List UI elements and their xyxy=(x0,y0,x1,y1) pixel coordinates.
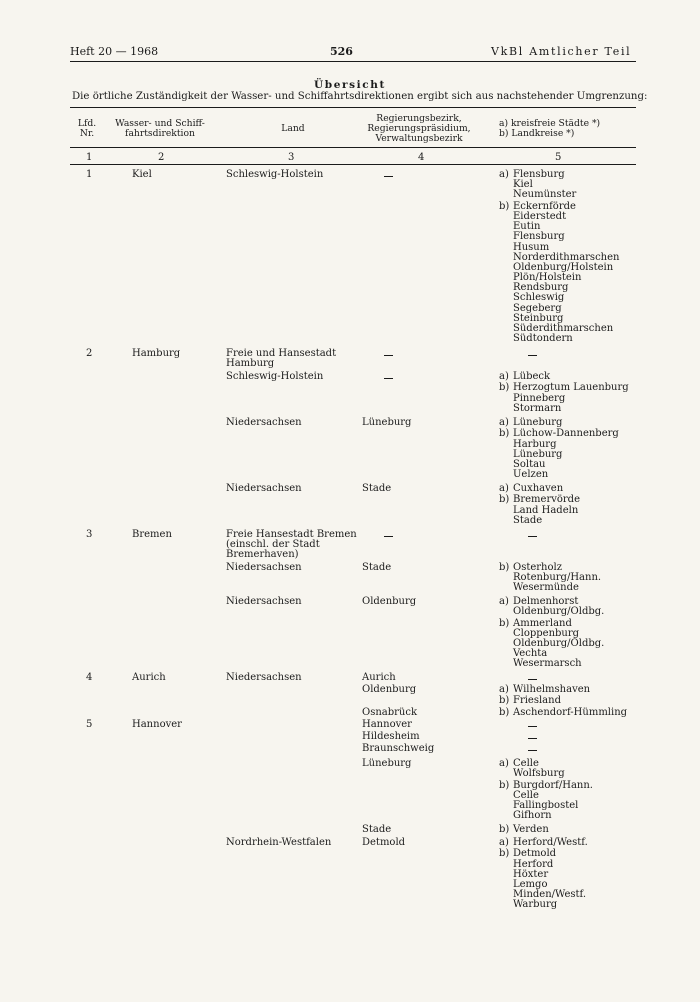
county-entry: Oldenburg/Oldbg. xyxy=(513,637,605,649)
counties-marker: b) xyxy=(499,779,510,791)
district-name: Aurich xyxy=(362,672,396,683)
county-entry: Lüchow-Dannenberg xyxy=(513,428,619,440)
county-entry: Oldenburg/Holstein xyxy=(513,261,614,273)
county-entry: Verden xyxy=(513,824,549,835)
cities-marker: a) xyxy=(499,417,509,428)
directorate-name: Hamburg xyxy=(132,348,181,359)
column-header-cities: a) kreisfreie Städte *) xyxy=(499,118,601,129)
county-entry: Segeberg xyxy=(513,302,562,314)
district-name: Stade xyxy=(362,483,392,494)
column-header-directorate: Wasser- und Schiff- fahrtsdirektion xyxy=(115,118,205,139)
city-entry: Delmenhorst xyxy=(513,596,579,607)
district-name: Braunschweig xyxy=(362,743,435,754)
county-entry: Celle xyxy=(513,789,539,801)
district-none-dash xyxy=(384,355,393,356)
cities-marker: a) xyxy=(499,684,509,695)
county-entry: Cloppenburg xyxy=(513,627,580,639)
counties-marker: b) xyxy=(499,848,510,860)
entry-lines xyxy=(513,170,576,201)
district-none-dash xyxy=(384,176,393,177)
county-entry: Burgdorf/Hann. xyxy=(513,779,593,791)
column-number-5: 5 xyxy=(555,152,562,163)
land-name: Nordrhein-Westfalen xyxy=(226,837,332,848)
county-entry: Eutin xyxy=(513,221,541,233)
county-entry: Rotenburg/Hann. xyxy=(513,572,602,584)
counties-marker: b) xyxy=(499,707,510,718)
entry-lines xyxy=(513,202,619,345)
entries-none-dash xyxy=(528,355,537,356)
cities-marker: a) xyxy=(499,483,509,494)
county-entry: Wesermarsch xyxy=(513,658,582,670)
county-entry: Fallingbostel xyxy=(513,799,579,811)
county-entry: Süderdithmarschen xyxy=(513,323,614,335)
county-entry: Stormarn xyxy=(513,402,562,414)
land-name: Niedersachsen xyxy=(226,672,302,683)
entry-lines xyxy=(513,849,586,910)
counties-marker: b) xyxy=(499,382,510,394)
county-entry: Schleswig xyxy=(513,292,565,304)
city-entry: Wilhelmshaven xyxy=(513,684,591,695)
entry-lines xyxy=(513,759,565,779)
land-name: Freie und Hansestadt Hamburg xyxy=(226,348,337,370)
cities-marker: a) xyxy=(499,371,509,382)
entry-lines xyxy=(513,781,593,822)
county-entry: Wesermünde xyxy=(513,582,579,594)
row-number: 4 xyxy=(86,672,93,683)
county-entry: Friesland xyxy=(513,695,561,707)
row-number: 5 xyxy=(86,719,93,730)
directorate-name: Aurich xyxy=(132,672,166,683)
entry-lines xyxy=(513,619,604,670)
district-name: Stade xyxy=(362,824,392,835)
land-name: Niedersachsen xyxy=(226,417,302,428)
entry-lines xyxy=(513,696,561,706)
cities-marker: a) xyxy=(499,758,509,769)
entry-lines xyxy=(513,372,550,382)
document-title: Übersicht xyxy=(314,79,386,91)
cities-marker: a) xyxy=(499,596,509,607)
column-header-number: Lfd. Nr. xyxy=(77,118,97,139)
city-entry: Flensburg xyxy=(513,169,565,180)
city-entry: Kiel xyxy=(513,179,533,191)
land-name: Schleswig-Holstein xyxy=(226,371,324,382)
entry-lines xyxy=(513,685,590,695)
county-entry: Rendsburg xyxy=(513,282,569,294)
counties-marker: b) xyxy=(499,824,510,835)
entries-none-dash xyxy=(528,726,537,727)
entry-lines xyxy=(513,429,619,480)
county-entry: Uelzen xyxy=(513,469,549,481)
county-entry: Warburg xyxy=(513,899,558,911)
county-entry: Norderdithmarschen xyxy=(513,251,620,263)
entry-lines xyxy=(513,597,604,617)
county-entry: Plön/Holstein xyxy=(513,272,582,284)
entry-lines xyxy=(513,825,549,835)
column-header-land: Land xyxy=(281,123,305,134)
document-subtitle: Die örtliche Zuständigkeit der Wasser- und Schiffahrtsdirektionen ergibt sich aus nachstehender Umgrenzung: xyxy=(72,91,648,102)
county-entry: Vechta xyxy=(513,648,548,660)
district-name: Lüneburg xyxy=(362,758,412,769)
county-entry: Ammerland xyxy=(513,617,572,629)
county-entry: Südtondern xyxy=(513,333,573,345)
column-header-district: Regierungsbezirk, Regierungspräsidium, Verwaltungsbezirk xyxy=(367,113,471,144)
district-name: Hildesheim xyxy=(362,731,420,742)
county-entry: Land Hadeln xyxy=(513,504,579,516)
district-name: Stade xyxy=(362,562,392,573)
county-entry: Lüneburg xyxy=(513,448,563,460)
entry-lines xyxy=(513,484,563,494)
city-entry: Lübeck xyxy=(513,371,551,382)
running-head-issue: Heft 20 — 1968 xyxy=(70,45,159,58)
city-entry: Lüneburg xyxy=(513,417,563,428)
county-entry: Eckernförde xyxy=(513,200,576,212)
county-entry: Höxter xyxy=(513,868,549,880)
county-entry: Eiderstedt xyxy=(513,210,567,222)
entry-lines xyxy=(513,418,562,428)
entries-none-dash xyxy=(528,738,537,739)
county-entry: Bremervörde xyxy=(513,494,580,506)
directorate-name: Hannover xyxy=(132,719,182,730)
land-name: Niedersachsen xyxy=(226,596,302,607)
district-name: Lüneburg xyxy=(362,417,412,428)
land-name: Niedersachsen xyxy=(226,483,302,494)
column-number-2: 2 xyxy=(158,152,165,163)
county-entry: Herzogtum Lauenburg xyxy=(513,382,629,394)
county-entry: Harburg xyxy=(513,438,557,450)
entry-lines xyxy=(513,708,627,718)
county-entry: Herford xyxy=(513,858,554,870)
running-head-journal: VkBl Amtlicher Teil xyxy=(491,45,632,58)
row-number: 2 xyxy=(86,348,93,359)
city-entry: Cuxhaven xyxy=(513,483,564,494)
entry-lines xyxy=(513,495,580,526)
district-name: Oldenburg xyxy=(362,684,417,695)
header-rule xyxy=(70,61,636,62)
county-entry: Gifhorn xyxy=(513,810,552,822)
district-none-dash xyxy=(384,536,393,537)
county-entry: Aschendorf-Hümmling xyxy=(513,707,628,718)
district-name: Detmold xyxy=(362,837,406,848)
county-entry: Husum xyxy=(513,241,550,253)
county-entry: Soltau xyxy=(513,458,546,470)
city-entry: Herford/Westf. xyxy=(513,837,588,848)
entry-lines xyxy=(513,383,629,414)
district-name: Osnabrück xyxy=(362,707,418,718)
column-number-rule xyxy=(70,164,636,165)
counties-marker: b) xyxy=(499,695,510,707)
county-entry: Steinburg xyxy=(513,312,564,324)
city-entry: Oldenburg/Oldbg. xyxy=(513,606,605,618)
county-entry: Pinneberg xyxy=(513,392,566,404)
entries-none-dash xyxy=(528,536,537,537)
land-name: Freie Hansestadt Bremen (einschl. der Stadt Bremerhaven) xyxy=(226,529,357,561)
entry-lines xyxy=(513,563,601,594)
entry-lines xyxy=(513,838,588,848)
cities-marker: a) xyxy=(499,837,509,848)
land-name: Niedersachsen xyxy=(226,562,302,573)
district-name: Oldenburg xyxy=(362,596,417,607)
directorate-name: Kiel xyxy=(132,169,152,180)
county-entry: Lemgo xyxy=(513,878,548,890)
county-entry: Stade xyxy=(513,514,543,526)
city-entry: Neumünster xyxy=(513,189,577,201)
counties-marker: b) xyxy=(499,562,510,573)
district-none-dash xyxy=(384,378,393,379)
counties-marker: b) xyxy=(499,617,510,629)
counties-marker: b) xyxy=(499,428,510,440)
county-entry: Minden/Westf. xyxy=(513,889,587,901)
table-top-rule xyxy=(70,107,636,108)
cities-marker: a) xyxy=(499,169,509,180)
entries-none-dash xyxy=(528,750,537,751)
land-name: Schleswig-Holstein xyxy=(226,169,324,180)
district-name: Hannover xyxy=(362,719,412,730)
row-number: 3 xyxy=(86,529,93,540)
page-number: 526 xyxy=(330,45,353,58)
directorate-name: Bremen xyxy=(132,529,172,540)
column-number-4: 4 xyxy=(418,152,425,163)
entries-none-dash xyxy=(528,679,537,680)
column-number-3: 3 xyxy=(288,152,295,163)
city-entry: Celle xyxy=(513,758,539,769)
column-number-1: 1 xyxy=(86,152,93,163)
county-entry: Osterholz xyxy=(513,562,562,573)
header-bottom-rule xyxy=(70,147,636,148)
column-header-counties: b) Landkreise *) xyxy=(499,128,575,139)
county-entry: Detmold xyxy=(513,848,557,860)
counties-marker: b) xyxy=(499,494,510,506)
county-entry: Flensburg xyxy=(513,231,565,243)
row-number: 1 xyxy=(86,169,93,180)
city-entry: Wolfsburg xyxy=(513,768,565,780)
counties-marker: b) xyxy=(499,200,510,212)
